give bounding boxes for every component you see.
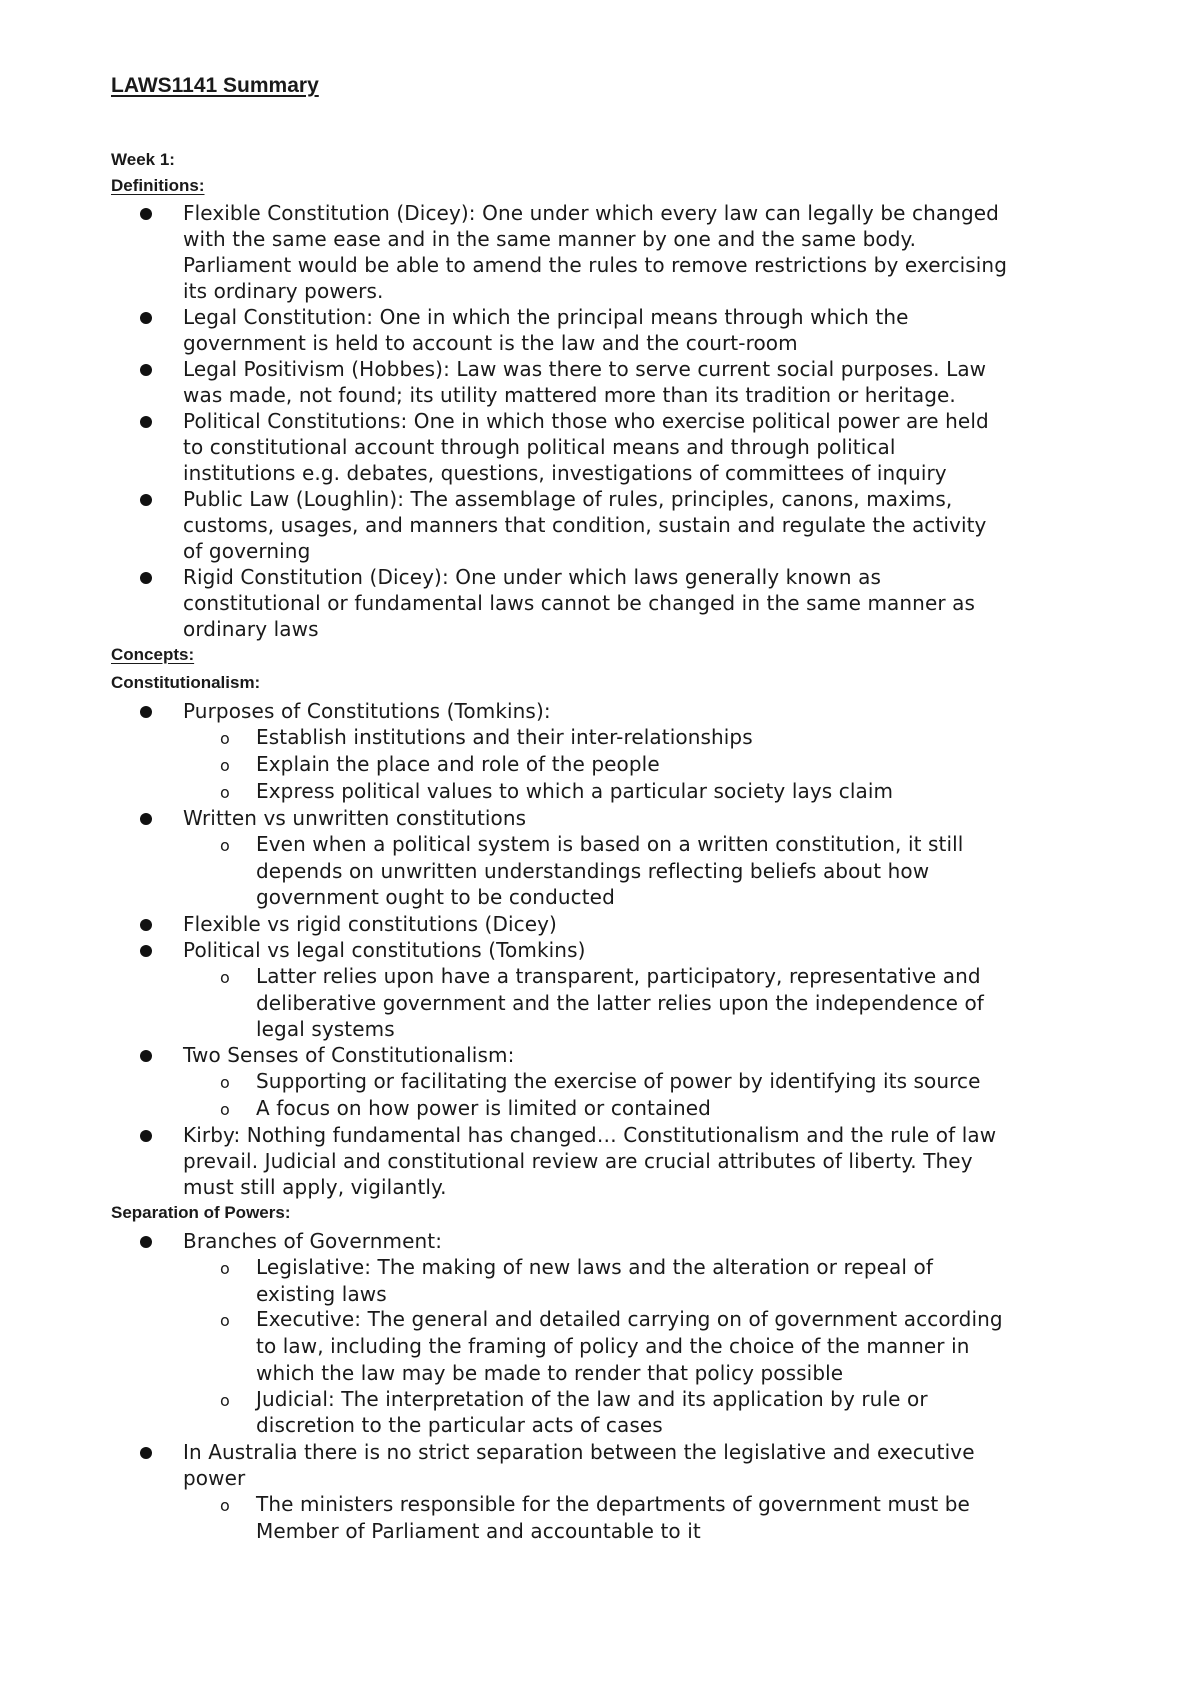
definition-line: Parliament would be able to amend the rules to remove restrictions by exercising <box>183 253 1008 277</box>
definition-line: Legal Positivism (Hobbes): Law was there to serve current social purposes. Law <box>183 357 987 381</box>
separation-subline: existing laws <box>256 1282 387 1306</box>
concept-subline: Latter relies upon have a transparent, participatory, representative and <box>256 964 981 988</box>
bullet-icon <box>140 813 152 825</box>
bullet-icon <box>140 706 152 718</box>
bullet-icon <box>140 1447 152 1459</box>
definition-line: customs, usages, and manners that condition, sustain and regulate the activity <box>183 513 987 537</box>
concept-line: Kirby: Nothing fundamental has changed… Constitutionalism and the rule of law <box>183 1123 997 1147</box>
definition-line: its ordinary powers. <box>183 279 384 303</box>
definition-line: Legal Constitution: One in which the principal means through which the <box>183 305 909 329</box>
concept-line: Political vs legal constitutions (Tomkins) <box>183 938 586 962</box>
sub-bullet-icon: o <box>220 783 230 802</box>
definition-line: institutions e.g. debates, questions, investigations of committees of inquiry <box>183 461 947 485</box>
concepts-heading: Concepts: <box>111 645 195 664</box>
concept-line: Written vs unwritten constitutions <box>183 806 527 830</box>
bullet-icon <box>140 416 152 428</box>
constitutionalism-heading: Constitutionalism: <box>111 673 261 692</box>
concept-subline: Supporting or facilitating the exercise of power by identifying its source <box>256 1069 981 1093</box>
bullet-icon <box>140 208 152 220</box>
separation-subline: Legislative: The making of new laws and the alteration or repeal of <box>256 1255 933 1279</box>
sub-bullet-icon: o <box>220 756 230 775</box>
sub-bullet-icon: o <box>220 1073 230 1092</box>
separation-line: power <box>183 1466 246 1490</box>
bullet-icon <box>140 1236 152 1248</box>
bullet-icon <box>140 494 152 506</box>
definition-line: constitutional or fundamental laws cannot be changed in the same manner as <box>183 591 975 615</box>
separation-subline: Member of Parliament and accountable to it <box>256 1519 701 1543</box>
separation-subline: to law, including the framing of policy and the choice of the manner in <box>256 1334 970 1358</box>
sub-bullet-icon: o <box>220 729 230 748</box>
concept-subline: deliberative government and the latter relies upon the independence of <box>256 991 984 1015</box>
separation-subline: Executive: The general and detailed carrying on of government according <box>256 1307 1003 1331</box>
concept-subline: Express political values to which a particular society lays claim <box>256 779 894 803</box>
separation-subline: discretion to the particular acts of cases <box>256 1413 663 1437</box>
separation-subline: Judicial: The interpretation of the law and its application by rule or <box>256 1387 928 1411</box>
sub-bullet-icon: o <box>220 968 230 987</box>
definition-line: Political Constitutions: One in which those who exercise political power are held <box>183 409 989 433</box>
separation-heading: Separation of Powers: <box>111 1203 291 1222</box>
concept-subline: A focus on how power is limited or contained <box>256 1096 711 1120</box>
sub-bullet-icon: o <box>220 1100 230 1119</box>
definition-line: Public Law (Loughlin): The assemblage of rules, principles, canons, maxims, <box>183 487 953 511</box>
sub-bullet-icon: o <box>220 836 230 855</box>
concept-subline: legal systems <box>256 1017 395 1041</box>
separation-subline: which the law may be made to render that policy possible <box>256 1361 844 1385</box>
definition-line: was made, not found; its utility mattered more than its tradition or heritage. <box>183 383 956 407</box>
bullet-icon <box>140 572 152 584</box>
concept-line: Two Senses of Constitutionalism: <box>183 1043 515 1067</box>
sub-bullet-icon: o <box>220 1496 230 1515</box>
concept-line: must still apply, vigilantly. <box>183 1175 447 1199</box>
document-title: LAWS1141 Summary <box>111 74 319 97</box>
definition-line: with the same ease and in the same manner by one and the same body. <box>183 227 917 251</box>
bullet-icon <box>140 945 152 957</box>
definition-line: Rigid Constitution (Dicey): One under which laws generally known as <box>183 565 882 589</box>
definition-line: government is held to account is the law and the court-room <box>183 331 798 355</box>
concept-line: prevail. Judicial and constitutional review are crucial attributes of liberty. They <box>183 1149 973 1173</box>
definition-line: ordinary laws <box>183 617 319 641</box>
concept-subline: Even when a political system is based on a written constitution, it still <box>256 832 964 856</box>
bullet-icon <box>140 364 152 376</box>
concept-subline: government ought to be conducted <box>256 885 615 909</box>
concept-subline: depends on unwritten understandings reflecting beliefs about how <box>256 859 930 883</box>
sub-bullet-icon: o <box>220 1311 230 1330</box>
sub-bullet-icon: o <box>220 1391 230 1410</box>
definition-line: of governing <box>183 539 311 563</box>
bullet-icon <box>140 312 152 324</box>
definitions-heading: Definitions: <box>111 176 205 195</box>
bullet-icon <box>140 919 152 931</box>
definition-line: Flexible Constitution (Dicey): One under which every law can legally be changed <box>183 201 999 225</box>
concept-subline: Explain the place and role of the people <box>256 752 660 776</box>
separation-subline: The ministers responsible for the departments of government must be <box>256 1492 970 1516</box>
concept-line: Purposes of Constitutions (Tomkins): <box>183 699 551 723</box>
bullet-icon <box>140 1050 152 1062</box>
week-heading: Week 1: <box>111 150 175 169</box>
bullet-icon <box>140 1130 152 1142</box>
sub-bullet-icon: o <box>220 1259 230 1278</box>
definition-line: to constitutional account through political means and through political <box>183 435 896 459</box>
separation-line: Branches of Government: <box>183 1229 443 1253</box>
concept-subline: Establish institutions and their inter-relationships <box>256 725 753 749</box>
separation-line: In Australia there is no strict separation between the legislative and executive <box>183 1440 975 1464</box>
concept-line: Flexible vs rigid constitutions (Dicey) <box>183 912 557 936</box>
